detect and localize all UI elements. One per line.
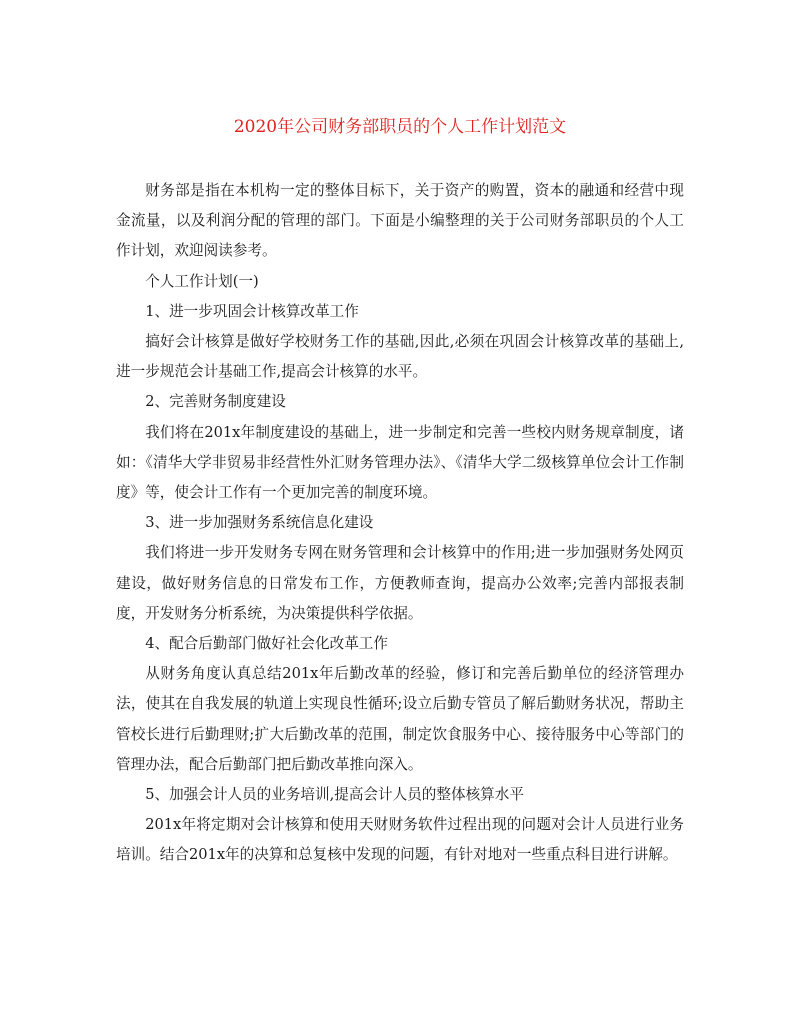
- item-body-2: 我们将在201x年制度建设的基础上，进一步制定和完善一些校内财务规章制度，诸如：《清华大学非贸易非经营性外汇财务管理办法》、《清华大学二级核算单位会计工作制度》等，使会计工作有一个更加完善的制度环境。: [116, 423, 684, 502]
- item-heading-3: 3、进一步加强财务系统信息化建设: [145, 514, 374, 532]
- document-title: 2020年公司财务部职员的个人工作计划范文: [233, 117, 567, 137]
- item-heading-5: 5、加强会计人员的业务培训,提高会计人员的整体核算水平: [145, 786, 524, 804]
- section-heading: 个人工作计划(一): [145, 272, 259, 290]
- item-body-1: 搞好会计核算是做好学校财务工作的基础,因此,必须在巩固会计核算改革的基础上,进一步规范会计基础工作,提高会计核算的水平。: [116, 333, 684, 381]
- item-body-4: 从财务角度认真总结201x年后勤改革的经验，修订和完善后勤单位的经济管理办法，使其在自我发展的轨道上实现良性循环;设立后勤专管员了解后勤财务状况，帮助主管校长进行后勤理财;扩大后勤改革的范围，制定饮食服务中心、接待服务中心等部门的管理办法，配合后勤部门把后勤改革推向深入。: [116, 665, 684, 773]
- intro-paragraph: 财务部是指在本机构一定的整体目标下，关于资产的购置，资本的融通和经营中现金流量，以及利润分配的管理的部门。下面是小编整理的关于公司财务部职员的个人工作计划，欢迎阅读参考。: [116, 182, 684, 260]
- item-heading-2: 2、完善财务制度建设: [145, 393, 286, 411]
- item-heading-4: 4、配合后勤部门做好社会化改革工作: [145, 635, 388, 653]
- item-body-3: 我们将进一步开发财务专网在财务管理和会计核算中的作用;进一步加强财务处网页建设，做好财务信息的日常发布工作，方便教师查询，提高办公效率;完善内部报表制度，开发财务分析系统，为决策提供科学依据。: [116, 544, 684, 622]
- item-body-5: 201x年将定期对会计核算和使用天财财务软件过程出现的问题对会计人员进行业务培训。结合201x年的决算和总复核中发现的问题，有针对地对一些重点科目进行讲解。: [116, 816, 684, 864]
- item-heading-1: 1、进一步巩固会计核算改革工作: [145, 302, 359, 320]
- document-body: [116, 176, 684, 871]
